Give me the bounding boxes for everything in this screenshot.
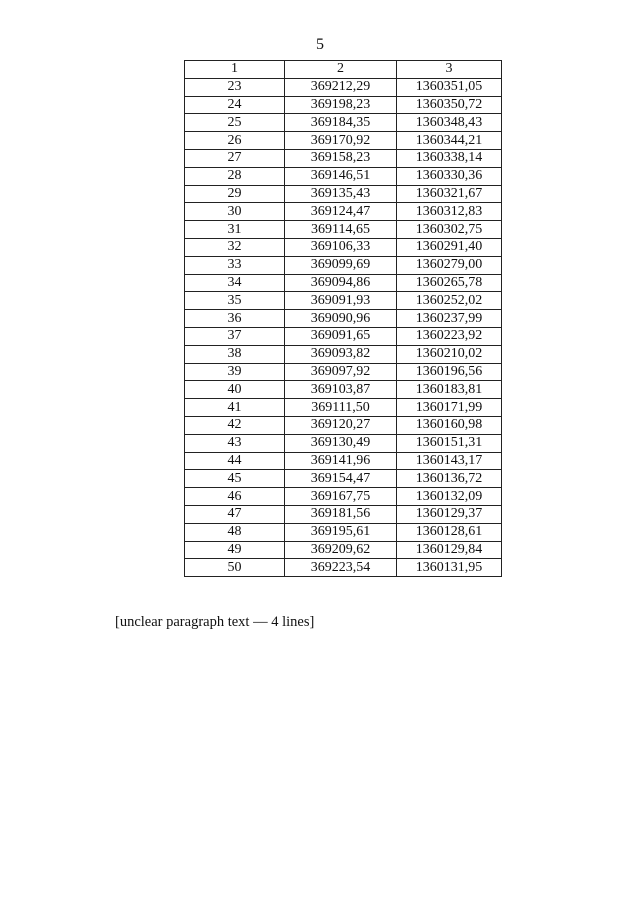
x-coordinate-cell: 369091,93 (285, 292, 397, 310)
y-coordinate-cell: 1360237,99 (397, 310, 502, 328)
y-coordinate-cell: 1360183,81 (397, 381, 502, 399)
table-body (185, 78, 502, 576)
table-row (185, 185, 502, 203)
point-number-cell: 37 (185, 327, 285, 345)
table-row (185, 541, 502, 559)
point-number-cell: 25 (185, 114, 285, 132)
x-coordinate-cell: 369094,86 (285, 274, 397, 292)
y-coordinate-cell: 1360321,67 (397, 185, 502, 203)
table-row (185, 274, 502, 292)
point-number-cell: 35 (185, 292, 285, 310)
x-coordinate-cell: 369223,54 (285, 559, 397, 577)
x-coordinate-cell: 369184,35 (285, 114, 397, 132)
y-coordinate-cell: 1360252,02 (397, 292, 502, 310)
x-coordinate-cell: 369103,87 (285, 381, 397, 399)
x-coordinate-cell: 369135,43 (285, 185, 397, 203)
point-number-cell: 36 (185, 310, 285, 328)
y-coordinate-cell: 1360351,05 (397, 78, 502, 96)
point-number-cell: 23 (185, 78, 285, 96)
table-row (185, 345, 502, 363)
table-row (185, 399, 502, 417)
point-number-cell: 44 (185, 452, 285, 470)
point-number-cell: 24 (185, 96, 285, 114)
y-coordinate-cell: 1360129,84 (397, 541, 502, 559)
table-row (185, 292, 502, 310)
x-coordinate-cell: 369209,62 (285, 541, 397, 559)
y-coordinate-cell: 1360223,92 (397, 327, 502, 345)
table-row (185, 256, 502, 274)
coordinates-table (184, 60, 502, 577)
body-paragraph: [unclear paragraph text — 4 lines] (115, 613, 315, 630)
table-header-row (185, 61, 502, 79)
point-number-cell: 30 (185, 203, 285, 221)
y-coordinate-cell: 1360132,09 (397, 488, 502, 506)
x-coordinate-cell: 369130,49 (285, 434, 397, 452)
table-row (185, 505, 502, 523)
table-row (185, 363, 502, 381)
y-coordinate-cell: 1360350,72 (397, 96, 502, 114)
page-number: 5 (316, 36, 324, 53)
y-coordinate-cell: 1360210,02 (397, 345, 502, 363)
y-coordinate-cell: 1360171,99 (397, 399, 502, 417)
y-coordinate-cell: 1360302,75 (397, 221, 502, 239)
table-row (185, 96, 502, 114)
y-coordinate-cell: 1360143,17 (397, 452, 502, 470)
table-row (185, 488, 502, 506)
y-coordinate-cell: 1360312,83 (397, 203, 502, 221)
x-coordinate-cell: 369120,27 (285, 416, 397, 434)
table-row (185, 149, 502, 167)
point-number-cell: 31 (185, 221, 285, 239)
table-row (185, 78, 502, 96)
point-number-cell: 43 (185, 434, 285, 452)
y-coordinate-cell: 1360348,43 (397, 114, 502, 132)
y-coordinate-cell: 1360291,40 (397, 238, 502, 256)
y-coordinate-cell: 1360160,98 (397, 416, 502, 434)
x-coordinate-cell: 369170,92 (285, 132, 397, 150)
y-coordinate-cell: 1360196,56 (397, 363, 502, 381)
point-number-cell: 48 (185, 523, 285, 541)
table-row (185, 434, 502, 452)
y-coordinate-cell: 1360128,61 (397, 523, 502, 541)
point-number-cell: 42 (185, 416, 285, 434)
x-coordinate-cell: 369114,65 (285, 221, 397, 239)
table-row (185, 238, 502, 256)
x-coordinate-cell: 369195,61 (285, 523, 397, 541)
point-number-cell: 49 (185, 541, 285, 559)
point-number-cell: 29 (185, 185, 285, 203)
x-coordinate-cell: 369198,23 (285, 96, 397, 114)
x-coordinate-cell: 369097,92 (285, 363, 397, 381)
x-coordinate-cell: 369090,96 (285, 310, 397, 328)
point-number-cell: 34 (185, 274, 285, 292)
x-coordinate-cell: 369154,47 (285, 470, 397, 488)
point-number-cell: 38 (185, 345, 285, 363)
y-coordinate-cell: 1360129,37 (397, 505, 502, 523)
table-row (185, 132, 502, 150)
point-number-cell: 26 (185, 132, 285, 150)
table-row (185, 327, 502, 345)
y-coordinate-cell: 1360151,31 (397, 434, 502, 452)
x-coordinate-cell: 369124,47 (285, 203, 397, 221)
table-row (185, 310, 502, 328)
y-coordinate-cell: 1360136,72 (397, 470, 502, 488)
point-number-cell: 41 (185, 399, 285, 417)
point-number-cell: 46 (185, 488, 285, 506)
column-header-number: 1 (185, 61, 285, 79)
y-coordinate-cell: 1360338,14 (397, 149, 502, 167)
point-number-cell: 40 (185, 381, 285, 399)
table-row (185, 203, 502, 221)
table-row (185, 381, 502, 399)
point-number-cell: 45 (185, 470, 285, 488)
x-coordinate-cell: 369099,69 (285, 256, 397, 274)
x-coordinate-cell: 369111,50 (285, 399, 397, 417)
y-coordinate-cell: 1360131,95 (397, 559, 502, 577)
point-number-cell: 39 (185, 363, 285, 381)
point-number-cell: 47 (185, 505, 285, 523)
x-coordinate-cell: 369158,23 (285, 149, 397, 167)
table-row (185, 167, 502, 185)
table-row (185, 452, 502, 470)
x-coordinate-cell: 369106,33 (285, 238, 397, 256)
table-row (185, 559, 502, 577)
x-coordinate-cell: 369181,56 (285, 505, 397, 523)
x-coordinate-cell: 369146,51 (285, 167, 397, 185)
point-number-cell: 28 (185, 167, 285, 185)
x-coordinate-cell: 369167,75 (285, 488, 397, 506)
table-row (185, 470, 502, 488)
y-coordinate-cell: 1360330,36 (397, 167, 502, 185)
x-coordinate-cell: 369141,96 (285, 452, 397, 470)
x-coordinate-cell: 369093,82 (285, 345, 397, 363)
table-row (185, 221, 502, 239)
table-row (185, 523, 502, 541)
point-number-cell: 27 (185, 149, 285, 167)
x-coordinate-cell: 369212,29 (285, 78, 397, 96)
x-coordinate-cell: 369091,65 (285, 327, 397, 345)
y-coordinate-cell: 1360279,00 (397, 256, 502, 274)
point-number-cell: 50 (185, 559, 285, 577)
point-number-cell: 32 (185, 238, 285, 256)
column-header-y: 3 (397, 61, 502, 79)
column-header-x: 2 (285, 61, 397, 79)
point-number-cell: 33 (185, 256, 285, 274)
y-coordinate-cell: 1360265,78 (397, 274, 502, 292)
table-row (185, 114, 502, 132)
table-row (185, 416, 502, 434)
y-coordinate-cell: 1360344,21 (397, 132, 502, 150)
